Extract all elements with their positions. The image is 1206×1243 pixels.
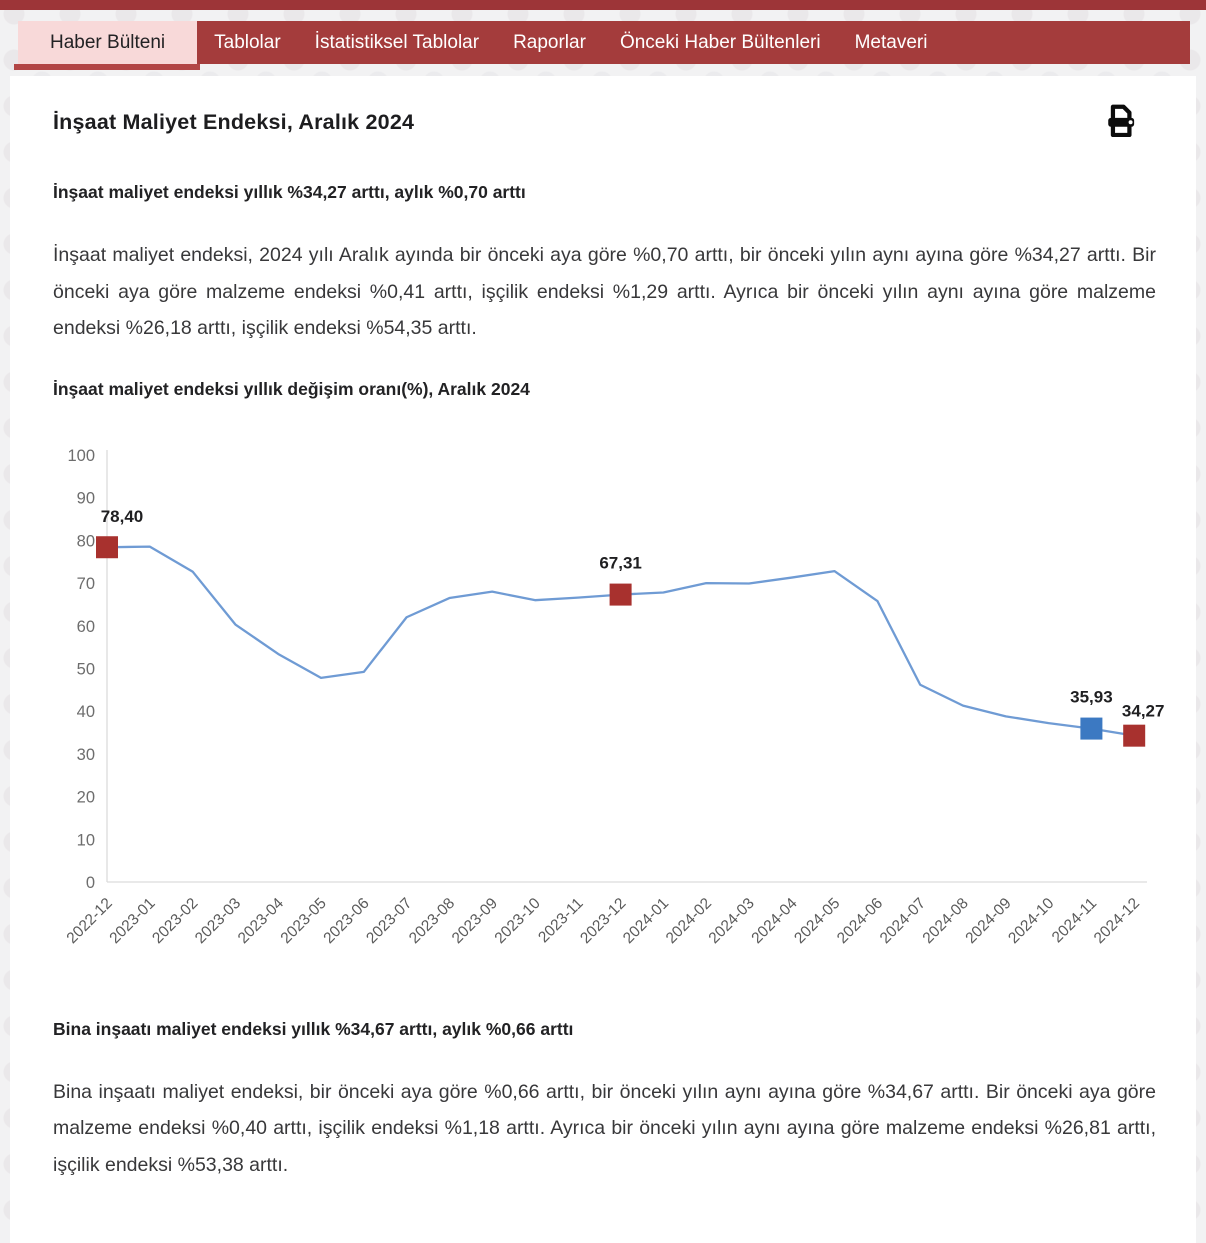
svg-text:2024-05: 2024-05: [791, 894, 844, 947]
tab-label: Önceki Haber Bültenleri: [619, 31, 821, 53]
svg-text:10: 10: [76, 830, 95, 849]
svg-text:2024-12: 2024-12: [1090, 894, 1144, 947]
svg-text:2024-11: 2024-11: [1048, 894, 1101, 946]
svg-text:50: 50: [76, 660, 95, 678]
svg-text:2023-09: 2023-09: [448, 894, 502, 947]
svg-text:60: 60: [76, 617, 95, 636]
svg-text:20: 20: [76, 788, 95, 807]
svg-text:2023-03: 2023-03: [191, 894, 245, 947]
svg-text:34,27: 34,27: [1121, 701, 1165, 721]
top-accent-bar: [0, 0, 1206, 10]
content-card: [10, 76, 1196, 1243]
tab-metaveri[interactable]: [838, 21, 945, 64]
tab-label: Tablolar: [214, 31, 281, 53]
summary-text-1: İnşaat maliyet endeksi, 2024 yılı Aralık ayında bir önceki aya göre %0,70 arttı, bir önceki yılın aynı ayına göre %34,27 arttı. Bir önceki aya göre malzeme endeksi %0,41 arttı, işçilik endeksi %1,29 arttı. Ayrıca bir önceki yılın aynı ayına göre malzeme endeksi %26,18 arttı, işçilik endeksi %54,35 arttı.: [53, 244, 1156, 339]
tab-haber-bulteni[interactable]: [18, 21, 197, 64]
svg-text:2023-11: 2023-11: [535, 894, 587, 946]
svg-text:67,31: 67,31: [599, 553, 642, 573]
svg-text:40: 40: [76, 702, 95, 721]
annual-change-line-chart: [55, 434, 1165, 979]
summary-text-2: Bina inşaatı maliyet endeksi, bir önceki aya göre %0,66 arttı, bir önceki yılın aynı ayına göre %34,67 arttı. Bir önceki aya göre malzeme endeksi %0,40 arttı, işçilik endeksi %1,18 arttı. Ayrıca bir önceki yılın aynı ayına göre malzeme endeksi %26,81 arttı, işçilik endeksi %53,38 arttı.: [53, 1080, 1156, 1176]
svg-text:2023-07: 2023-07: [363, 894, 416, 947]
printer-icon: [1101, 102, 1139, 142]
svg-text:2023-08: 2023-08: [405, 894, 459, 947]
svg-text:2024-07: 2024-07: [876, 894, 930, 947]
svg-text:2022-12: 2022-12: [63, 894, 116, 947]
tab-label: İstatistiksel Tablolar: [314, 31, 480, 53]
chart-title: İnşaat maliyet endeksi yıllık değişim oranı(%), Aralık 2024: [53, 378, 530, 399]
svg-text:2023-06: 2023-06: [320, 894, 373, 947]
svg-text:2023-02: 2023-02: [149, 894, 202, 947]
svg-text:2024-06: 2024-06: [833, 894, 887, 947]
page-title: İnşaat Maliyet Endeksi, Aralık 2024: [53, 110, 415, 134]
svg-text:2024-01: 2024-01: [619, 894, 673, 947]
svg-text:78,40: 78,40: [100, 506, 144, 526]
svg-text:2023-01: 2023-01: [106, 894, 159, 947]
summary-heading-1: İnşaat maliyet endeksi yıllık %34,27 arttı, aylık %0,70 arttı: [53, 182, 526, 202]
tab-raporlar[interactable]: [496, 21, 603, 64]
tab-label: Metaveri: [854, 31, 928, 53]
svg-text:2024-04: 2024-04: [748, 894, 801, 947]
title-row: [53, 110, 1148, 135]
svg-text:2023-10: 2023-10: [491, 894, 544, 947]
tab-tablolar[interactable]: [197, 21, 298, 64]
svg-text:2024-10: 2024-10: [1005, 894, 1058, 947]
svg-text:90: 90: [76, 489, 95, 508]
tab-istatistiksel-tablolar[interactable]: [298, 21, 496, 64]
tab-onceki-haber-bultenleri[interactable]: [603, 21, 838, 64]
svg-text:30: 30: [76, 745, 95, 764]
svg-text:35,93: 35,93: [1070, 687, 1113, 707]
svg-text:70: 70: [76, 574, 95, 593]
svg-text:2024-09: 2024-09: [962, 894, 1015, 947]
svg-text:100: 100: [67, 446, 95, 465]
svg-text:2023-04: 2023-04: [234, 894, 288, 947]
tab-bar: [18, 21, 1190, 64]
svg-text:2024-08: 2024-08: [919, 894, 972, 947]
summary-heading-2: Bina inşaatı maliyet endeksi yıllık %34,67 arttı, aylık %0,66 arttı: [53, 1018, 574, 1039]
line-chart-svg: [55, 434, 1165, 979]
svg-text:2023-12: 2023-12: [577, 894, 630, 947]
print-button[interactable]: [1100, 102, 1140, 142]
svg-text:2024-03: 2024-03: [705, 894, 758, 947]
tab-label: Haber Bülteni: [50, 31, 166, 53]
svg-text:2023-05: 2023-05: [277, 894, 330, 947]
svg-text:2024-02: 2024-02: [662, 894, 716, 947]
active-tab-underline: [14, 64, 200, 70]
svg-text:80: 80: [76, 531, 95, 550]
svg-text:0: 0: [85, 873, 95, 892]
tab-label: Raporlar: [513, 31, 586, 53]
